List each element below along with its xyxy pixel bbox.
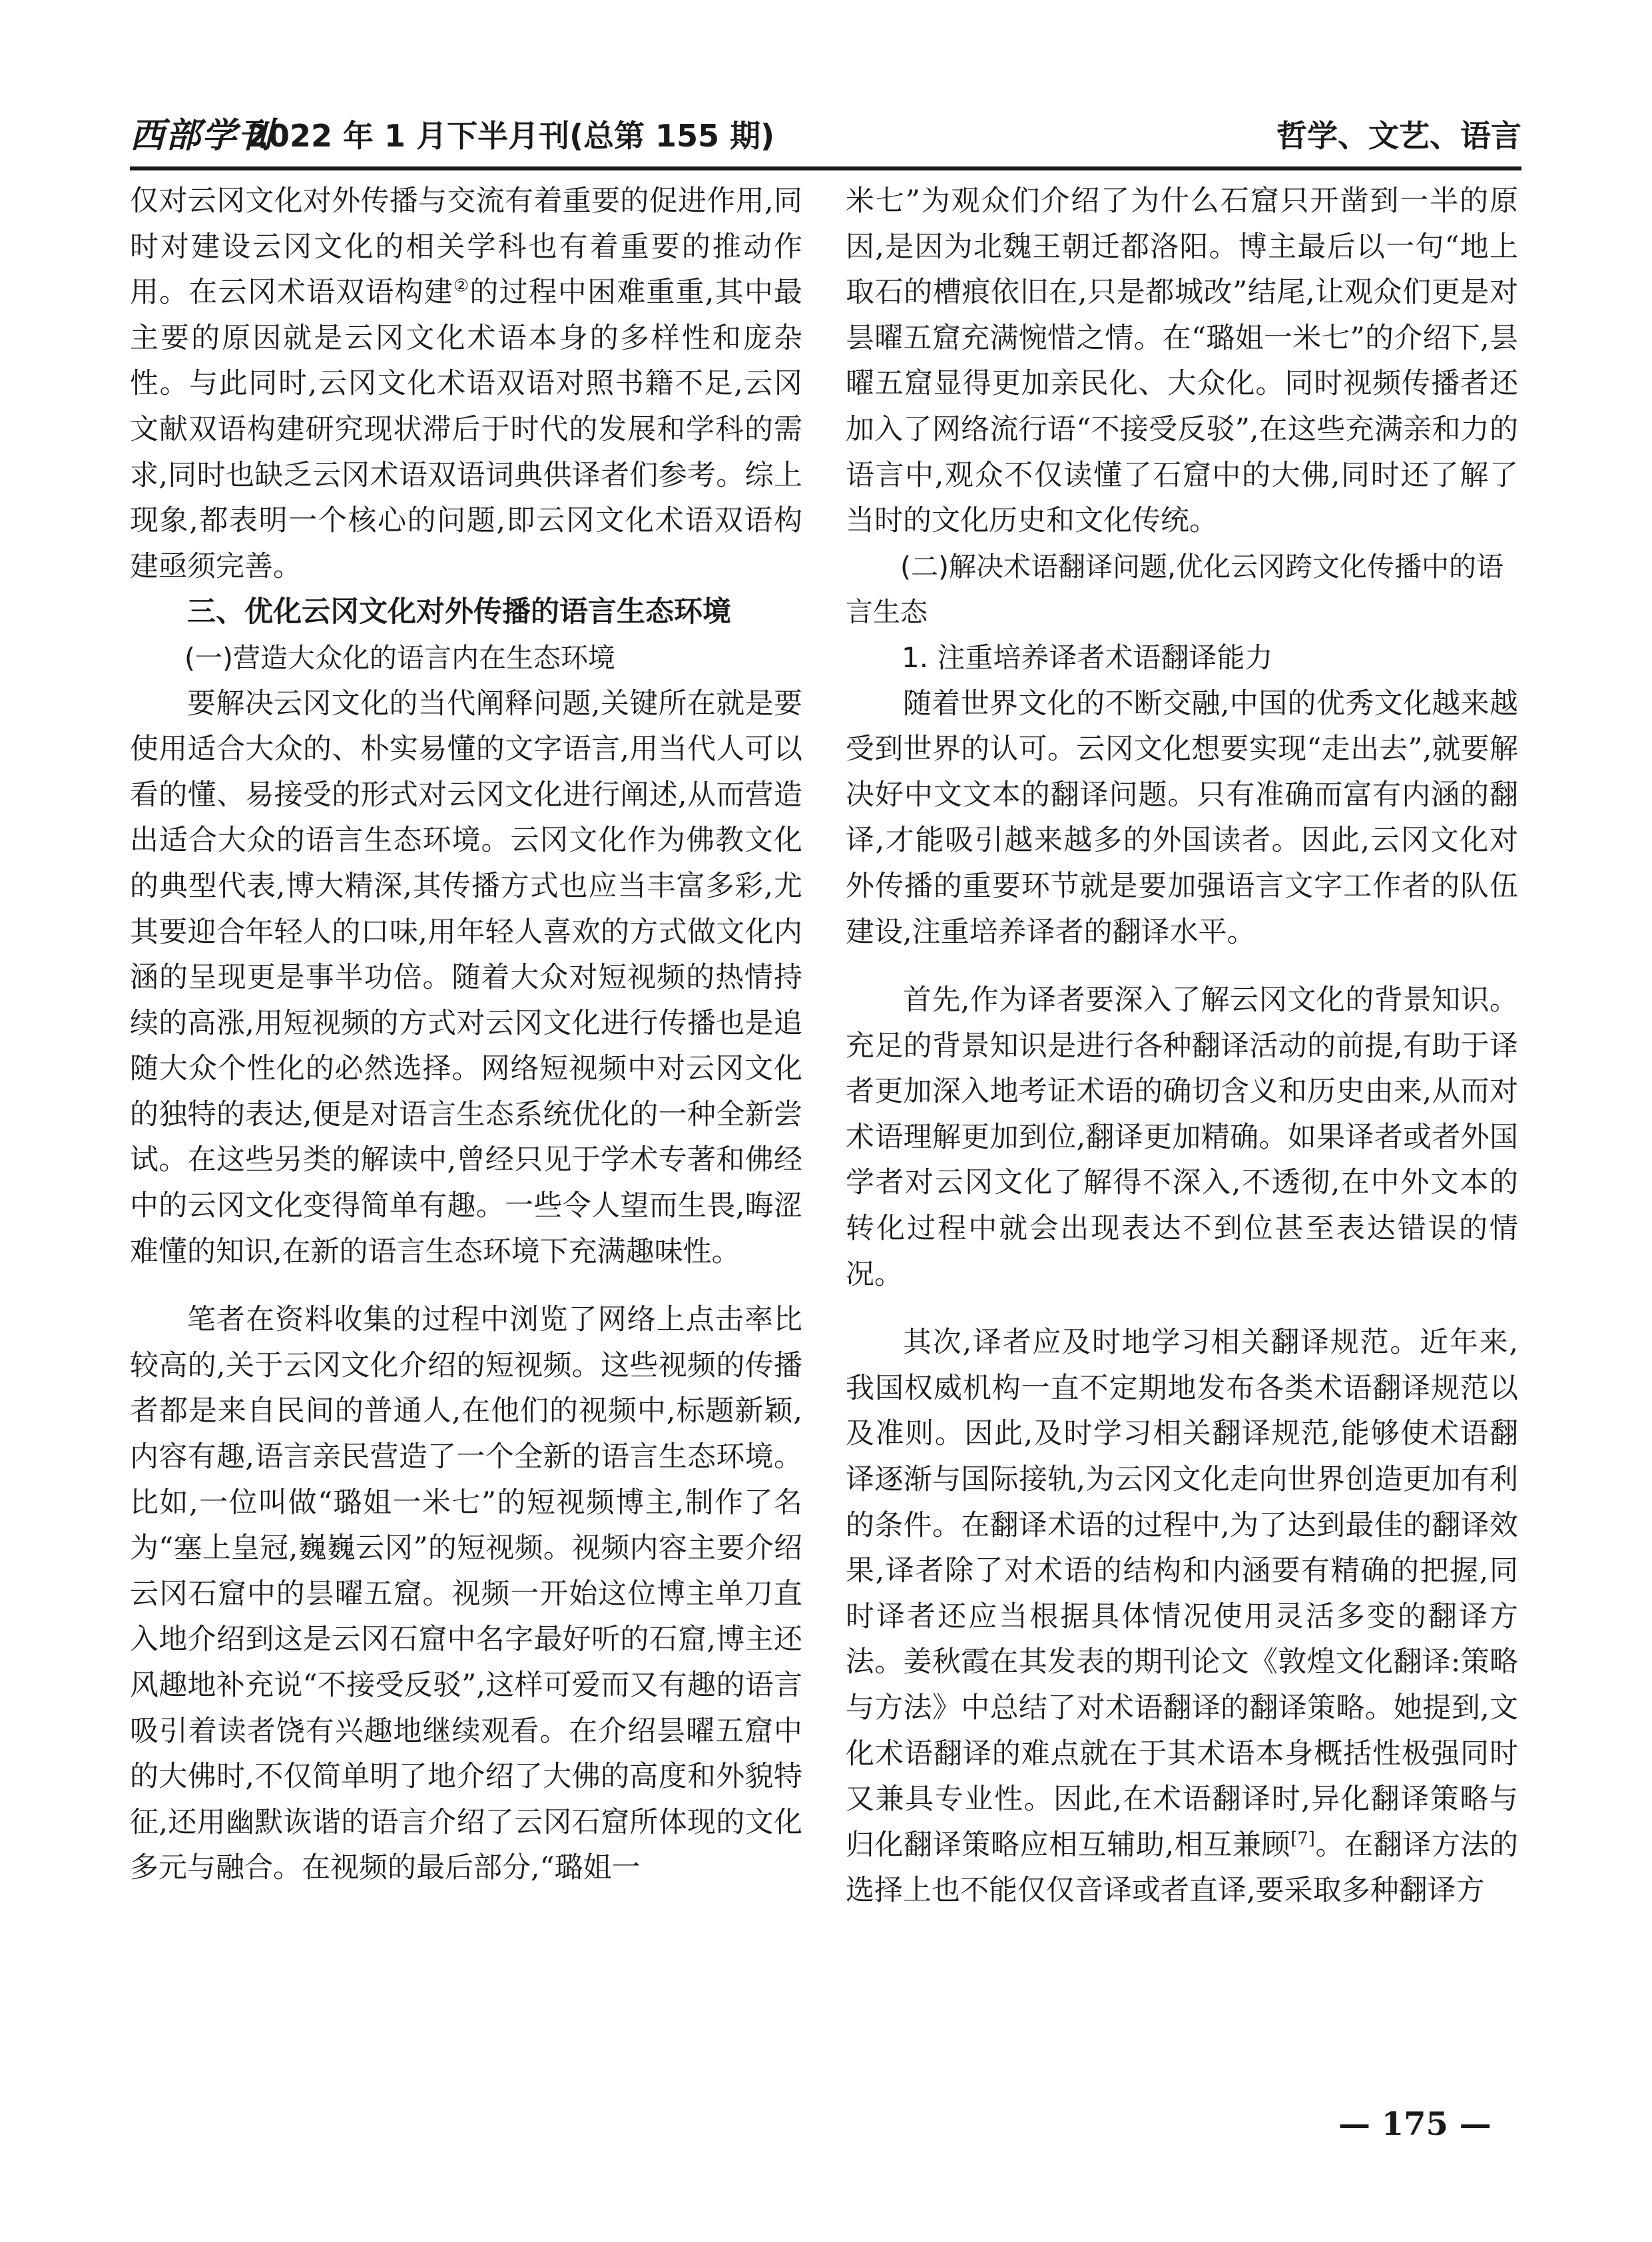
footnote-marker: ② [453,276,470,296]
paragraph: 首先,作为译者要深入了解云冈文化的背景知识。充足的背景知识是进行各种翻译活动的前提,有助于译者更加深入地考证术语的确切含义和历史由来,从而对术语理解更加到位,翻译更加精确。如果译者或者外国学者对云冈文化了解得不深入,不透彻,在中外文本的转化过程中就会出现表达不到位甚至表达错误的情况。 [846,983,1518,1291]
section-heading: 三、优化云冈文化对外传播的语言生态环境 [187,595,731,629]
header-rule [130,166,1521,170]
left-column [130,178,802,1891]
paragraph: 其次,译者应及时地学习相关翻译规范。近年来,我国权威机构一直不定期地发布各类术语翻译规范以及准则。因此,及时学习相关翻译规范,能够使术语翻译逐渐与国际接轨,为云冈文化走向世界创造更加有利的条件。在翻译术语的过程中,为了达到最佳的翻译效果,译者除了对术语的结构和内涵要有精确的把握,同时译者还应当根据具体情况使用灵活多变的翻译方法。姜秋霞在其发表的期刊论文《敦煌文化翻译:策略与方法》中总结了对术语翻译的翻译策略。她提到,文化术语翻译的难点就在于其术语本身概括性极强同时又兼具专业性。因此,在术语翻译时,异化翻译策略与归化翻译策略应相互辅助,相互兼顾[7]。在翻译方法的选择上也不能仅仅音译或者直译,要采取多种翻译方 [846,1326,1519,1908]
right-column [846,178,1518,1914]
section-label: 哲学、文艺、语言 [1276,118,1521,154]
paragraph: 要解决云冈文化的当代阐释问题,关键所在就是要使用适合大众的、朴实易懂的文字语言,用当代人可以看的懂、易接受的形式对云冈文化进行阐述,从而营造出适合大众的语言生态环境。云冈文化作为佛教文化的典型代表,博大精深,其传播方式也应当丰富多彩,尤其要迎合年轻人的口味,用年轻人喜欢的方式做文化内涵的呈现更是事半功倍。随着大众对短视频的热情持续的高涨,用短视频的方式对云冈文化进行传播也是追随大众个性化的必然选择。网络短视频中对云冈文化的独特的表达,便是对语言生态系统优化的一种全新尝试。在这些另类的解读中,曾经只见于学术专著和佛经中的云冈文化变得简单有趣。一些令人望而生畏,晦涩难懂的知识,在新的语言生态环境下充满趣味性。 [130,687,802,1268]
page-number: — 175 — [1338,2105,1492,2143]
running-header [130,112,1521,165]
issue-info: 2022 年 1 月下半月刊(总第 155 期) [247,118,775,154]
paragraph: 米七”为观众们介绍了为什么石窟只开凿到一半的原因,是因为北魏王朝迁都洛阳。博主最后以一句“地上取石的槽痕依旧在,只是都城改”结尾,让观众们更是对昙曜五窟充满惋惜之情。在“璐姐一米七”的介绍下,昙曜五窟显得更加亲民化、大众化。同时视频传播者还加入了网络流行语“不接受反驳”,在这些充满亲和力的语言中,观众不仅读懂了石窟中的大佛,同时还了解了当时的文化历史和文化传统。 [846,184,1518,538]
paragraph: 仅对云冈文化对外传播与交流有着重要的促进作用,同时对建设云冈文化的相关学科也有着重要的推动作用。在云冈术语双语构建②的过程中困难重重,其中最主要的原因就是云冈文化术语本身的多样性和庞杂性。与此同时,云冈文化术语双语对照书籍不足,云冈文献双语构建研究现状滞后于时代的发展和学科的需求,同时也缺乏云冈术语双语词典供译者们参考。综上现象,都表明一个核心的问题,即云冈文化术语双语构建亟须完善。 [130,184,802,583]
paragraph: 随着世界文化的不断交融,中国的优秀文化越来越受到世界的认可。云冈文化想要实现“走出去”,就要解决好中文文本的翻译问题。只有准确而富有内涵的翻译,才能吸引越来越多的外国读者。因此,云冈文化对外传播的重要环节就是要加强语言文字工作者的队伍建设,注重培养译者的翻译水平。 [846,687,1518,949]
paragraph: 笔者在资料收集的过程中浏览了网络上点击率比较高的,关于云冈文化介绍的短视频。这些视频的传播者都是来自民间的普通人,在他们的视频中,标题新颖,内容有趣,语言亲民营造了一个全新的语言生态环境。比如,一位叫做“璐姐一米七”的短视频博主,制作了名为“塞上皇冠,巍巍云冈”的短视频。视频内容主要介绍云冈石窟中的昙曜五窟。视频一开始这位博主单刀直入地介绍到这是云冈石窟中名字最好听的石窟,博主还风趣地补充说“不接受反驳”,这样可爱而又有趣的语言吸引着读者饶有兴趣地继续观看。在介绍昙曜五窟中的大佛时,不仅简单明了地介绍了大佛的高度和外貌特征,还用幽默诙谐的语言介绍了云冈石窟所体现的文化多元与融合。在视频的最后部分,“璐姐一 [130,1303,802,1885]
journal-logo: 西部学刊 [130,115,274,156]
subsection-heading: (二)解决术语翻译问题,优化云冈跨文化传播中的语言生态 [846,550,1504,629]
reference-marker: [7] [1290,1828,1315,1849]
point-heading: 1. 注重培养译者术语翻译能力 [902,641,1273,674]
subsection-heading: (一)营造大众化的语言内在生态环境 [184,641,615,674]
